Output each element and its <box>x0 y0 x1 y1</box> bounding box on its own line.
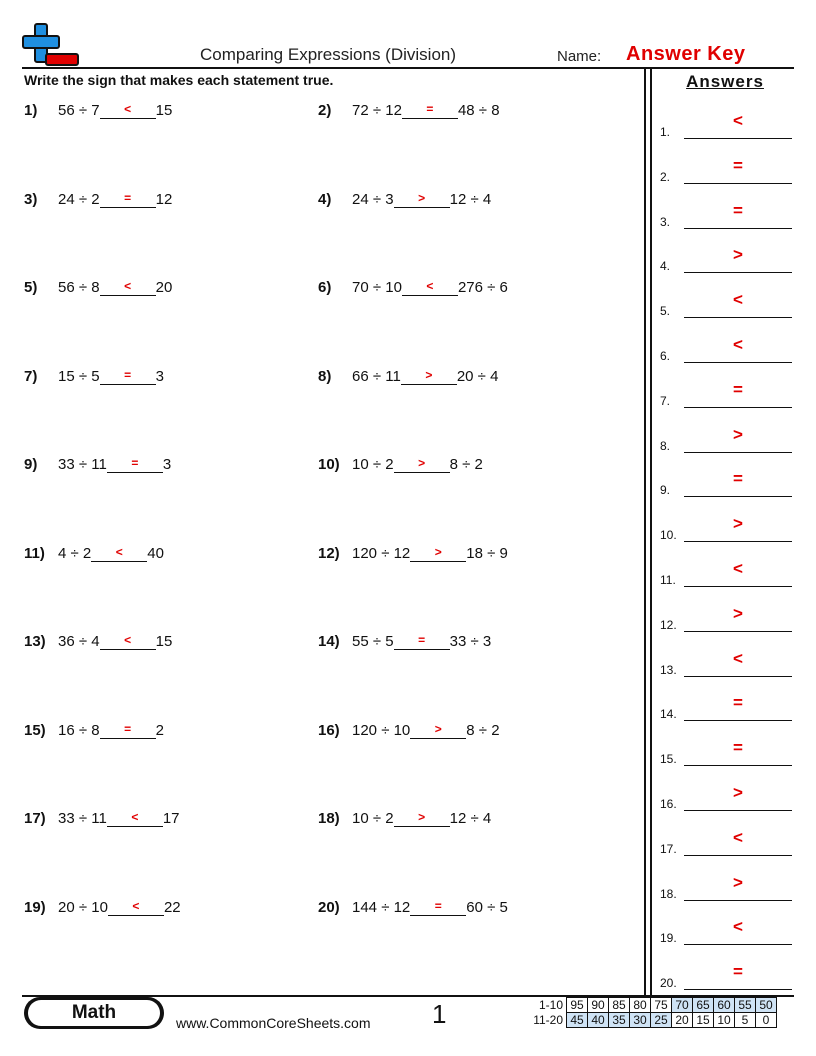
score-cell: 95 <box>567 998 588 1013</box>
left-expression: 24 ÷ 3 <box>352 190 394 208</box>
score-cell: 45 <box>567 1013 588 1028</box>
problem-expression <box>58 101 172 121</box>
answer-blank[interactable]: < <box>100 101 156 119</box>
problem-expression <box>58 455 171 475</box>
problem-item <box>318 544 508 564</box>
problem-item <box>318 632 491 652</box>
score-cell: 55 <box>735 998 756 1013</box>
answer-line[interactable]: > <box>684 246 792 273</box>
score-row-label: 11-20 <box>533 1013 563 1027</box>
score-cell: 20 <box>672 1013 693 1028</box>
problem-number: 4) <box>318 190 332 208</box>
right-expression: 20 ÷ 4 <box>456 367 499 385</box>
problem-item <box>24 721 164 741</box>
answer-line[interactable]: = <box>684 157 792 184</box>
problem-expression <box>352 101 500 121</box>
answer-line[interactable]: = <box>684 202 792 229</box>
answer-row <box>660 245 794 274</box>
answer-blank[interactable]: = <box>100 367 156 385</box>
answer-blank[interactable]: < <box>91 544 147 562</box>
problem-expression <box>58 544 164 564</box>
right-expression: 12 ÷ 4 <box>449 810 492 827</box>
right-expression: 22 <box>163 898 181 916</box>
answer-number: 9. <box>660 483 671 498</box>
problem-number: 2) <box>318 102 332 119</box>
problem-expression <box>58 898 181 918</box>
problem-number: 12) <box>318 544 340 562</box>
score-row <box>527 1013 777 1028</box>
answer-number: 1. <box>660 125 671 139</box>
answer-line[interactable]: > <box>684 426 792 453</box>
answer-row <box>660 872 794 901</box>
score-cell: 60 <box>714 998 735 1013</box>
score-table <box>527 997 777 1028</box>
right-expression: 12 <box>155 190 173 208</box>
left-expression: 56 ÷ 7 <box>58 102 100 119</box>
problem-number: 11) <box>24 544 45 562</box>
answer-number: 14. <box>660 707 677 722</box>
answer-number: 19. <box>660 931 677 946</box>
answer-line[interactable]: < <box>684 291 792 318</box>
answer-row <box>660 603 794 632</box>
problem-item <box>24 190 172 210</box>
answer-line[interactable]: < <box>684 918 792 945</box>
problem-item <box>318 898 508 918</box>
subject-label: Math <box>28 1000 160 1026</box>
answer-blank[interactable]: < <box>100 632 156 650</box>
answer-row <box>660 648 794 677</box>
answer-blank[interactable]: = <box>394 632 450 650</box>
left-expression: 15 ÷ 5 <box>58 367 100 385</box>
website-link[interactable]: www.CommonCoreSheets.com <box>176 1015 371 1031</box>
left-expression: 66 ÷ 11 <box>352 367 401 385</box>
answer-line[interactable]: = <box>684 381 792 408</box>
problem-expression <box>58 190 172 210</box>
answer-line[interactable]: > <box>684 784 792 811</box>
problem-number: 16) <box>318 721 340 739</box>
answer-number: 7. <box>660 393 671 408</box>
problem-expression <box>352 721 500 741</box>
problem-number: 7) <box>24 367 38 385</box>
right-expression: 33 ÷ 3 <box>449 633 492 650</box>
answer-row <box>660 693 794 722</box>
problem-number: 8) <box>318 367 332 385</box>
plus-minus-icon <box>22 22 80 68</box>
right-expression: 276 ÷ 6 <box>457 279 508 296</box>
answer-line[interactable]: > <box>684 515 792 542</box>
answers-heading: Answers <box>686 72 764 91</box>
score-cell: 5 <box>735 1013 756 1028</box>
problem-expression <box>352 190 491 210</box>
answer-line[interactable]: > <box>684 605 792 632</box>
answer-line[interactable]: > <box>684 874 792 901</box>
page-title: Comparing Expressions (Division) <box>199 45 457 64</box>
right-expression: 2 <box>155 721 164 739</box>
problem-expression <box>58 278 172 298</box>
problem-expression <box>352 278 508 298</box>
answer-line[interactable]: = <box>684 963 792 990</box>
left-expression: 4 ÷ 2 <box>58 544 92 562</box>
score-cell: 90 <box>588 998 609 1013</box>
left-expression: 10 ÷ 2 <box>352 810 394 827</box>
problem-item <box>318 455 483 475</box>
answer-line[interactable]: < <box>684 112 792 139</box>
answer-line[interactable]: < <box>684 560 792 587</box>
score-cell: 25 <box>651 1013 672 1028</box>
answer-row <box>660 379 794 408</box>
problem-expression <box>352 455 483 475</box>
score-row <box>527 998 777 1013</box>
column-divider <box>650 68 652 996</box>
answer-blank[interactable]: = <box>107 455 163 473</box>
answer-row <box>660 738 794 767</box>
problem-number: 1) <box>24 102 38 119</box>
answer-number: 12. <box>660 617 677 632</box>
problem-item <box>24 101 172 121</box>
problem-number: 10) <box>318 456 340 473</box>
left-expression: 24 ÷ 2 <box>58 190 100 208</box>
answer-blank[interactable]: > <box>394 809 450 827</box>
answer-number: 2. <box>660 169 671 184</box>
right-expression: 20 <box>155 279 173 296</box>
problem-number: 20) <box>318 898 340 916</box>
problem-item <box>24 455 171 475</box>
answer-blank[interactable]: < <box>402 278 458 296</box>
answer-blank[interactable]: < <box>108 898 164 916</box>
right-expression: 40 <box>147 544 164 562</box>
left-expression: 120 ÷ 10 <box>352 721 411 739</box>
left-expression: 33 ÷ 11 <box>58 810 107 827</box>
problem-item <box>318 101 500 121</box>
answer-row <box>660 514 794 543</box>
answer-blank[interactable]: > <box>394 455 450 473</box>
left-expression: 16 ÷ 8 <box>58 721 100 739</box>
answer-number: 20. <box>660 976 677 991</box>
right-expression: 12 ÷ 4 <box>449 190 492 208</box>
problem-expression <box>58 367 164 387</box>
problem-number: 18) <box>318 810 340 827</box>
right-expression: 15 <box>155 633 173 650</box>
problem-expression <box>352 367 498 387</box>
left-expression: 144 ÷ 12 <box>352 898 411 916</box>
answer-blank[interactable]: > <box>410 721 466 739</box>
right-expression: 3 <box>155 367 164 385</box>
answer-blank[interactable]: = <box>410 898 466 916</box>
header-rule <box>22 67 794 69</box>
answer-number: 15. <box>660 752 677 767</box>
column-divider <box>644 68 646 996</box>
score-cell: 50 <box>756 998 777 1013</box>
problem-expression <box>58 721 164 741</box>
answer-blank[interactable]: = <box>100 190 156 208</box>
score-cell: 75 <box>651 998 672 1013</box>
right-expression: 8 ÷ 2 <box>466 721 500 739</box>
problem-item <box>24 898 181 918</box>
answer-blank[interactable]: < <box>100 278 156 296</box>
problem-item <box>24 367 164 387</box>
problem-number: 19) <box>24 898 46 916</box>
answer-row <box>660 827 794 856</box>
score-cell: 70 <box>672 998 693 1013</box>
problem-expression <box>58 809 180 829</box>
score-cell: 15 <box>693 1013 714 1028</box>
answer-number: 3. <box>660 214 671 229</box>
answer-blank[interactable]: = <box>100 721 156 739</box>
answer-number: 6. <box>660 349 671 363</box>
answer-line[interactable]: < <box>684 650 792 677</box>
answer-line[interactable]: = <box>684 470 792 497</box>
answer-number: 8. <box>660 438 671 453</box>
answer-line[interactable]: = <box>684 694 792 721</box>
problem-item <box>24 544 164 564</box>
answer-row <box>660 559 794 587</box>
problem-item <box>24 278 172 298</box>
problem-number: 3) <box>24 190 38 208</box>
problem-expression <box>352 544 508 564</box>
score-cell: 10 <box>714 1013 735 1028</box>
name-label: Name: <box>557 48 602 65</box>
score-cell: 85 <box>609 998 630 1013</box>
score-cell: 40 <box>588 1013 609 1028</box>
answer-number: 10. <box>660 528 677 543</box>
answer-number: 11. <box>660 573 676 587</box>
problem-item <box>318 809 491 829</box>
score-cell: 35 <box>609 1013 630 1028</box>
answer-blank[interactable]: > <box>394 190 450 208</box>
problem-expression <box>58 632 172 652</box>
problem-number: 15) <box>24 721 46 739</box>
right-expression: 8 ÷ 2 <box>449 456 483 473</box>
answer-row <box>660 155 794 184</box>
score-cell: 65 <box>693 998 714 1013</box>
answer-number: 18. <box>660 886 677 901</box>
problem-expression <box>352 809 491 829</box>
problem-item <box>318 278 508 298</box>
left-expression: 36 ÷ 4 <box>58 633 100 650</box>
score-cell: 80 <box>630 998 651 1013</box>
right-expression: 18 ÷ 9 <box>466 544 508 562</box>
problem-number: 13) <box>24 633 46 650</box>
right-expression: 17 <box>162 810 180 827</box>
problem-expression <box>352 632 491 652</box>
score-cell: 30 <box>630 1013 651 1028</box>
score-cell: 0 <box>756 1013 777 1028</box>
page-number: 1 <box>432 999 447 1029</box>
left-expression: 72 ÷ 12 <box>352 102 402 119</box>
right-expression: 48 ÷ 8 <box>457 102 500 119</box>
answer-number: 17. <box>660 841 677 856</box>
problem-item <box>318 721 500 741</box>
answer-number: 5. <box>660 304 671 319</box>
subject-badge <box>24 997 164 1029</box>
problem-item <box>318 367 498 387</box>
answer-row <box>660 917 794 946</box>
problem-number: 14) <box>318 633 340 650</box>
problem-item <box>318 190 491 210</box>
answer-row <box>660 200 794 229</box>
left-expression: 56 ÷ 8 <box>58 279 100 296</box>
left-expression: 55 ÷ 5 <box>352 633 394 650</box>
answer-number: 16. <box>660 797 677 811</box>
answer-number: 4. <box>660 259 671 274</box>
left-expression: 10 ÷ 2 <box>352 456 394 473</box>
answer-line[interactable]: = <box>684 739 792 766</box>
problem-item <box>24 632 172 652</box>
problem-number: 17) <box>24 810 46 827</box>
answer-line[interactable]: < <box>684 336 792 363</box>
answer-row <box>660 335 794 363</box>
answer-line[interactable]: < <box>684 829 792 856</box>
right-expression: 15 <box>155 102 173 119</box>
answer-row <box>660 111 794 139</box>
answer-blank[interactable]: > <box>401 367 457 385</box>
score-row-label: 1-10 <box>538 998 563 1012</box>
answer-row <box>660 424 794 453</box>
answer-row <box>660 290 794 319</box>
problem-number: 9) <box>24 456 38 473</box>
left-expression: 20 ÷ 10 <box>58 898 108 916</box>
right-expression: 60 ÷ 5 <box>466 898 508 916</box>
instructions: Write the sign that makes each statement true. <box>24 72 334 88</box>
right-expression: 3 <box>162 456 172 473</box>
answer-blank[interactable]: < <box>107 809 163 827</box>
problem-number: 6) <box>318 279 332 296</box>
answer-row <box>660 469 794 498</box>
answer-row <box>660 783 794 811</box>
answer-key-label: Answer Key <box>626 43 746 65</box>
problem-number: 5) <box>24 279 38 296</box>
answer-row <box>660 962 794 991</box>
answer-number: 13. <box>660 662 677 677</box>
left-expression: 120 ÷ 12 <box>352 544 411 562</box>
answer-blank[interactable]: = <box>402 101 458 119</box>
problem-expression <box>352 898 508 918</box>
answer-blank[interactable]: > <box>410 544 466 562</box>
left-expression: 70 ÷ 10 <box>352 279 402 296</box>
problem-item <box>24 809 180 829</box>
left-expression: 33 ÷ 11 <box>58 456 107 473</box>
